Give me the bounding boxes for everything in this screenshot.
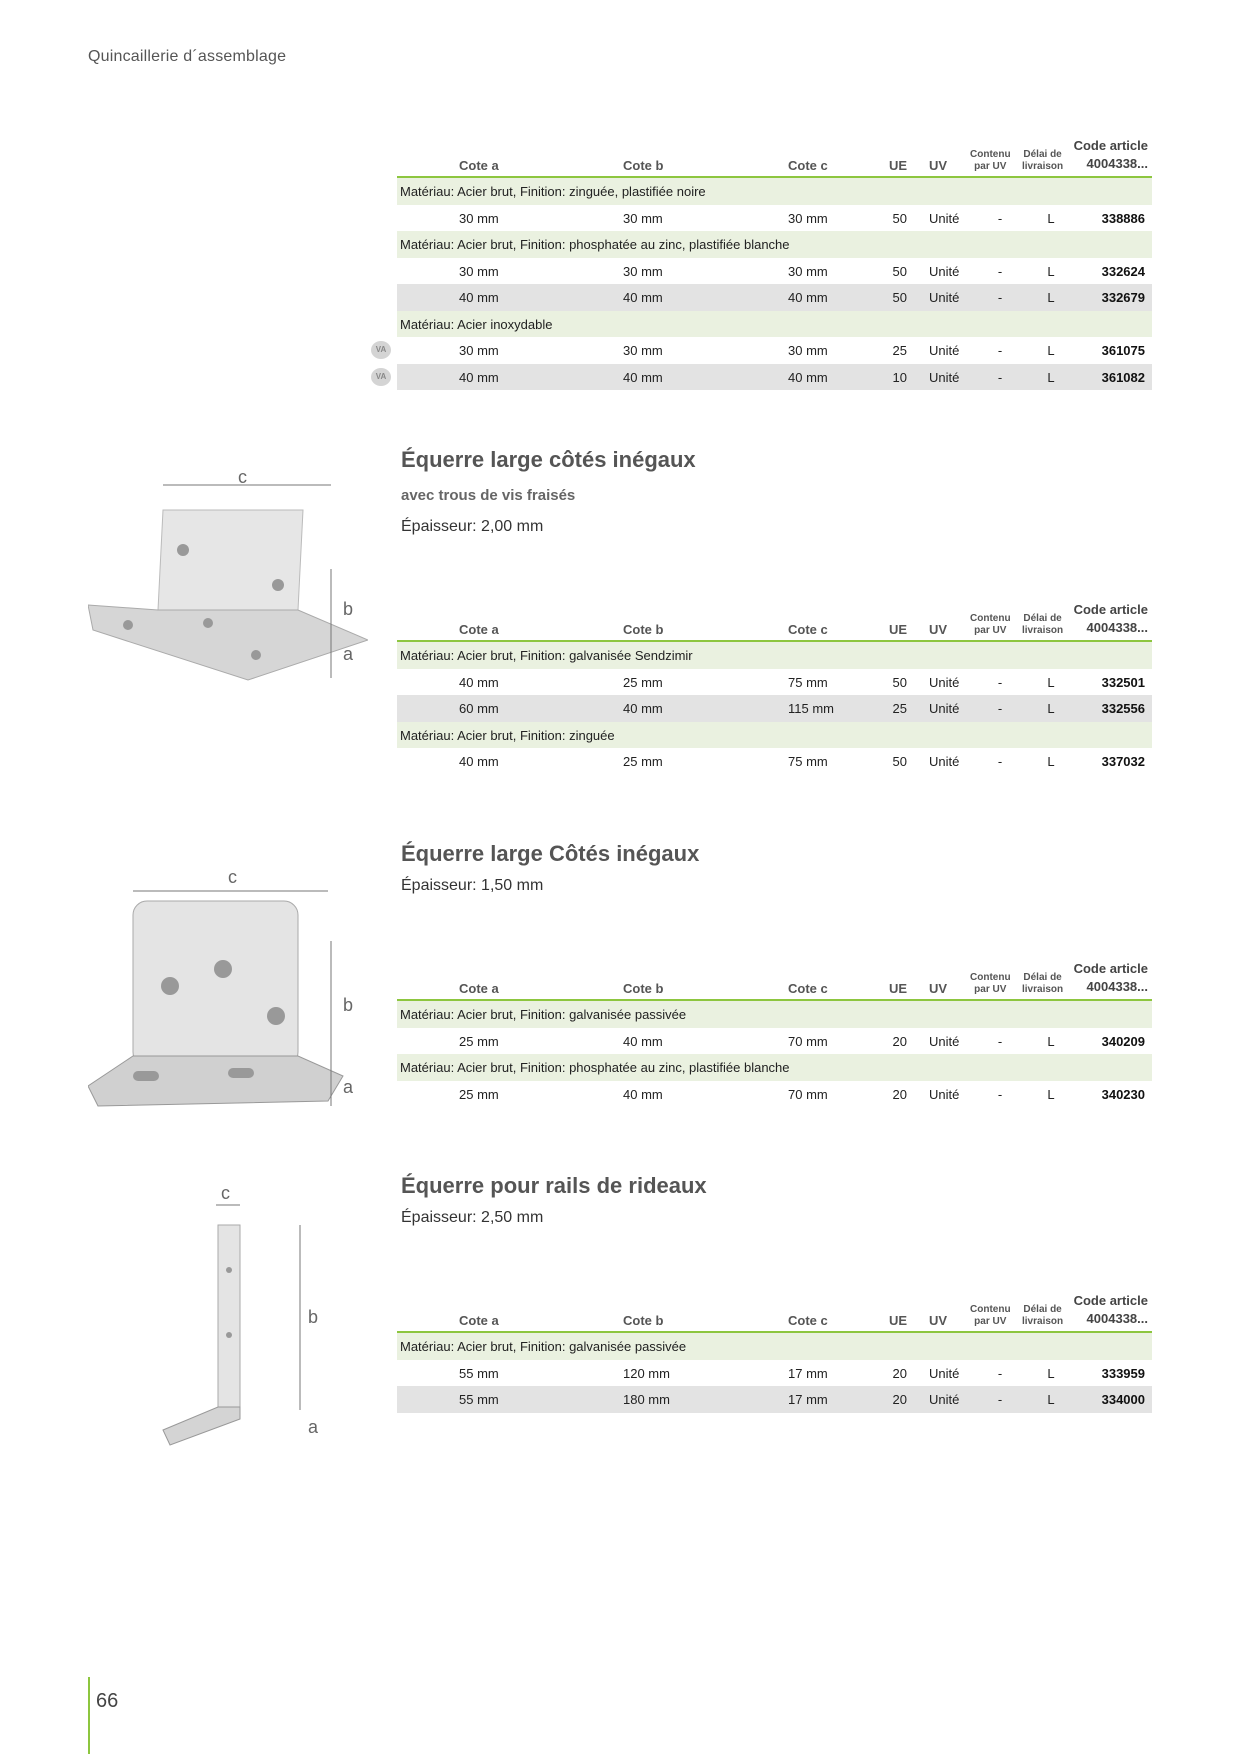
cell-uv: Unité [929,210,960,226]
cell-code: 361082 [1101,369,1145,385]
bracket-horizontal-face [88,605,368,680]
material-label: Matériau: Acier brut, Finition: zinguée [400,727,615,743]
cell-cote-a: 55 mm [459,1392,499,1407]
cell-code: 333959 [1101,1365,1145,1381]
col-code-line2: 4004338... [1086,156,1148,171]
col-contenu [970,972,1011,996]
cell-code: 340209 [1101,1033,1145,1049]
cell-contenu: - [997,701,1003,716]
material-row [397,231,1152,258]
cell-contenu: - [997,343,1003,358]
col-code-line1: Code article [1073,602,1148,617]
cell-ue: 50 [892,210,907,226]
col-code-line1: Code article [1073,1293,1148,1308]
cell-code: 337032 [1101,754,1145,769]
cell-cote-c: 30 mm [788,263,828,279]
cell-contenu: - [997,263,1003,279]
col-contenu-line1: Contenu [970,149,1011,160]
table-row [397,748,1152,775]
cell-contenu: - [997,1086,1003,1102]
bracket-horizontal-face [88,1056,343,1106]
cell-contenu: - [997,290,1003,305]
cell-cote-c: 115 mm [788,701,834,716]
cell-contenu: - [997,1033,1003,1049]
product-2-subtitle: avec trous de vis fraisés [401,487,576,504]
cell-cote-c: 70 mm [788,1033,828,1049]
col-uv: UV [929,981,948,996]
cell-code: 332556 [1101,701,1145,716]
col-code [1074,137,1148,173]
dim-label-a: a [308,1417,319,1437]
table-row [397,284,1152,311]
col-delai-line2: livraison [1022,1316,1064,1327]
material-label: Matériau: Acier brut, Finition: zinguée, plastifiée noire [400,184,706,199]
cell-cote-c: 30 mm [788,343,828,358]
cell-contenu: - [997,1365,1003,1381]
col-contenu-line2: par UV [974,984,1007,995]
col-code-line2: 4004338... [1086,979,1148,994]
col-delai-line1: Délai de [1023,149,1062,160]
product-4-illustration [88,1175,368,1455]
cell-ue: 50 [892,263,907,279]
material-row [397,1054,1152,1081]
hole-icon [267,1007,285,1025]
cell-delai: L [1047,1033,1055,1049]
col-uv: UV [929,158,948,173]
cell-delai: L [1047,1365,1055,1381]
page-number: 66 [96,1690,119,1712]
hole-icon [177,544,189,556]
col-code [1074,960,1148,996]
cell-cote-b: 40 mm [623,701,663,716]
col-ue: UE [888,981,907,996]
cell-cote-c: 17 mm [788,1392,828,1407]
col-contenu [970,613,1011,637]
cell-uv: Unité [929,1033,960,1049]
cell-ue: 20 [892,1086,907,1102]
cell-cote-a: 60 mm [459,701,499,716]
cell-code: 332624 [1101,263,1145,279]
cell-delai: L [1047,290,1055,305]
cell-uv: Unité [929,369,960,385]
dim-label-c: c [221,1183,230,1203]
product-2-illustration [88,440,368,720]
bracket-vertical-face [158,510,303,610]
col-contenu-line1: Contenu [970,972,1011,983]
table-1 [375,132,1152,390]
col-uv: UV [929,1313,948,1328]
table-3 [397,955,1152,1107]
col-cote-c: Cote c [788,1313,828,1328]
cell-ue: 20 [892,1392,907,1407]
material-row [397,722,1152,749]
col-cote-b: Cote b [623,981,664,996]
cell-cote-b: 25 mm [623,754,663,769]
cell-cote-b: 40 mm [623,369,663,385]
cell-ue: 25 [892,343,907,358]
cell-cote-c: 17 mm [788,1365,828,1381]
cell-cote-c: 75 mm [788,674,828,690]
cell-delai: L [1047,369,1055,385]
cell-code: 338886 [1101,210,1145,226]
dim-label-c: c [228,867,237,887]
dim-label-c: c [238,467,247,487]
hole-icon [272,579,284,591]
cell-cote-b: 40 mm [623,290,663,305]
cell-uv: Unité [929,754,960,769]
material-row [397,178,1152,205]
table-row [397,1028,1152,1055]
col-ue: UE [888,158,907,173]
col-code-line1: Code article [1073,138,1148,153]
hole-icon [214,960,232,978]
cell-cote-a: 40 mm [459,369,499,385]
col-delai-line2: livraison [1022,161,1064,172]
cell-delai: L [1047,1086,1055,1102]
cell-delai: L [1047,343,1055,358]
product-3-title: Équerre large Côtés inégaux [401,841,700,866]
material-label: Matériau: Acier brut, Finition: galvanisée passivée [400,1339,687,1354]
col-code-line1: Code article [1073,961,1148,976]
cell-delai: L [1047,674,1055,690]
table-row [397,1081,1152,1108]
cell-code: 361075 [1101,343,1145,358]
dim-label-b: b [308,1307,319,1327]
page-rule [88,1677,90,1754]
cell-uv: Unité [929,263,960,279]
cell-code: 332501 [1101,674,1145,690]
cell-uv: Unité [929,290,960,305]
cell-cote-b: 30 mm [623,263,663,279]
table-row [397,669,1152,696]
cell-ue: 10 [892,369,907,385]
col-delai-line1: Délai de [1023,613,1062,624]
cell-cote-b: 30 mm [623,210,663,226]
col-cote-a: Cote a [459,158,499,173]
cell-ue: 20 [892,1033,907,1049]
cell-cote-a: 30 mm [459,263,499,279]
cell-ue: 50 [892,290,907,305]
col-cote-b: Cote b [623,158,664,173]
cell-uv: Unité [929,1392,960,1407]
table-row [397,258,1152,285]
material-row [397,311,1152,338]
table-row [397,205,1152,232]
col-ue: UE [888,622,907,637]
cell-cote-a: 40 mm [459,290,499,305]
table-4 [397,1287,1152,1413]
product-3-thickness: Épaisseur: 1,50 mm [401,877,544,894]
cell-delai: L [1047,263,1055,279]
material-row [397,1333,1152,1360]
cell-uv: Unité [929,674,960,690]
cell-cote-a: 30 mm [459,210,499,226]
col-uv: UV [929,622,948,637]
col-code [1074,1292,1148,1328]
table-row [375,337,1152,364]
slot-icon [228,1068,254,1078]
cell-code: 340230 [1101,1086,1145,1102]
product-4-thickness: Épaisseur: 2,50 mm [401,1209,544,1226]
slot-icon [133,1071,159,1081]
hole-icon [251,650,261,660]
col-contenu-line1: Contenu [970,1304,1011,1315]
dim-label-b: b [343,995,354,1015]
col-cote-b: Cote b [623,622,664,637]
material-label: Matériau: Acier brut, Finition: galvanisée Sendzimir [400,648,693,663]
bracket-horizontal-arm [163,1407,240,1445]
material-row [397,642,1152,669]
col-cote-c: Cote c [788,981,828,996]
cell-cote-b: 180 mm [623,1392,670,1407]
cell-uv: Unité [929,1086,960,1102]
col-contenu-line1: Contenu [970,613,1011,624]
cell-contenu: - [997,1392,1003,1407]
hole-icon [203,618,213,628]
cell-delai: L [1047,701,1055,716]
cell-cote-a: 30 mm [459,343,499,358]
cell-code: 332679 [1101,290,1145,305]
bracket-vertical-face [133,901,298,1066]
hole-icon [123,620,133,630]
col-delai [1022,149,1063,173]
cell-cote-b: 120 mm [623,1365,670,1381]
table-header [397,132,1152,178]
table-row [397,695,1152,722]
col-contenu-line2: par UV [974,1316,1007,1327]
cell-code: 334000 [1101,1392,1145,1407]
table-header [397,1287,1152,1333]
col-code-line2: 4004338... [1086,620,1148,635]
col-delai-line1: Délai de [1023,972,1062,983]
cell-ue: 25 [892,701,907,716]
cell-delai: L [1047,754,1055,769]
material-label: Matériau: Acier inoxydable [400,316,553,332]
col-contenu-line2: par UV [974,161,1007,172]
header-title: Quincaillerie d´assemblage [88,48,287,65]
cell-ue: 50 [892,754,907,769]
table-row [397,1386,1152,1413]
bracket-vertical-arm [218,1225,240,1415]
dim-label-a: a [343,1077,354,1097]
table-header [397,596,1152,642]
cell-cote-c: 75 mm [788,754,828,769]
cell-cote-c: 70 mm [788,1086,828,1102]
cell-cote-c: 30 mm [788,210,828,226]
table-row [397,1360,1152,1387]
cell-cote-b: 40 mm [623,1086,663,1102]
hole-icon [226,1267,232,1273]
cell-cote-a: 55 mm [459,1365,499,1381]
cell-uv: Unité [929,701,960,716]
col-delai-line2: livraison [1022,625,1064,636]
col-code [1074,601,1148,637]
cell-cote-b: 25 mm [623,674,663,690]
col-ue: UE [888,1313,907,1328]
cell-contenu: - [997,674,1003,690]
material-label: Matériau: Acier brut, Finition: phosphatée au zinc, plastifiée blanche [400,1060,790,1075]
hole-icon [161,977,179,995]
stainless-badge-icon: VA [371,368,391,386]
material-label: Matériau: Acier brut, Finition: galvanisée passivée [400,1007,687,1022]
cell-contenu: - [997,210,1003,226]
dim-label-b: b [343,599,354,619]
cell-cote-b: 30 mm [623,343,663,358]
col-cote-c: Cote c [788,622,828,637]
table-2 [397,596,1152,775]
material-row [397,1001,1152,1028]
table-header [397,955,1152,1001]
cell-cote-a: 40 mm [459,754,499,769]
col-cote-c: Cote c [788,158,828,173]
col-code-line2: 4004338... [1086,1311,1148,1326]
product-3-illustration [88,846,368,1126]
cell-cote-a: 25 mm [459,1033,499,1049]
col-contenu-line2: par UV [974,625,1007,636]
col-delai-line2: livraison [1022,984,1064,995]
product-2-title: Équerre large côtés inégaux [401,447,696,472]
hole-icon [226,1332,232,1338]
cell-contenu: - [997,369,1003,385]
col-delai-line1: Délai de [1023,1304,1062,1315]
col-cote-a: Cote a [459,981,499,996]
cell-uv: Unité [929,1365,960,1381]
cell-cote-c: 40 mm [788,290,828,305]
product-2-thickness: Épaisseur: 2,00 mm [401,518,544,535]
col-delai [1022,1304,1063,1328]
dim-label-a: a [343,644,354,664]
cell-uv: Unité [929,343,960,358]
material-label: Matériau: Acier brut, Finition: phosphatée au zinc, plastifiée blanche [400,237,790,252]
cell-delai: L [1047,1392,1055,1407]
cell-cote-a: 40 mm [459,674,499,690]
col-contenu [970,1304,1011,1328]
stainless-badge-icon: VA [371,341,391,359]
cell-contenu: - [997,754,1003,769]
product-4-title: Équerre pour rails de rideaux [401,1173,707,1198]
cell-ue: 20 [892,1365,907,1381]
cell-ue: 50 [892,674,907,690]
col-delai [1022,613,1063,637]
col-delai [1022,972,1063,996]
col-cote-b: Cote b [623,1313,664,1328]
cell-delai: L [1047,210,1055,226]
cell-cote-c: 40 mm [788,369,828,385]
col-cote-a: Cote a [459,1313,499,1328]
col-cote-a: Cote a [459,622,499,637]
col-contenu [970,149,1011,173]
table-row [375,364,1152,391]
cell-cote-b: 40 mm [623,1033,663,1049]
cell-cote-a: 25 mm [459,1086,499,1102]
